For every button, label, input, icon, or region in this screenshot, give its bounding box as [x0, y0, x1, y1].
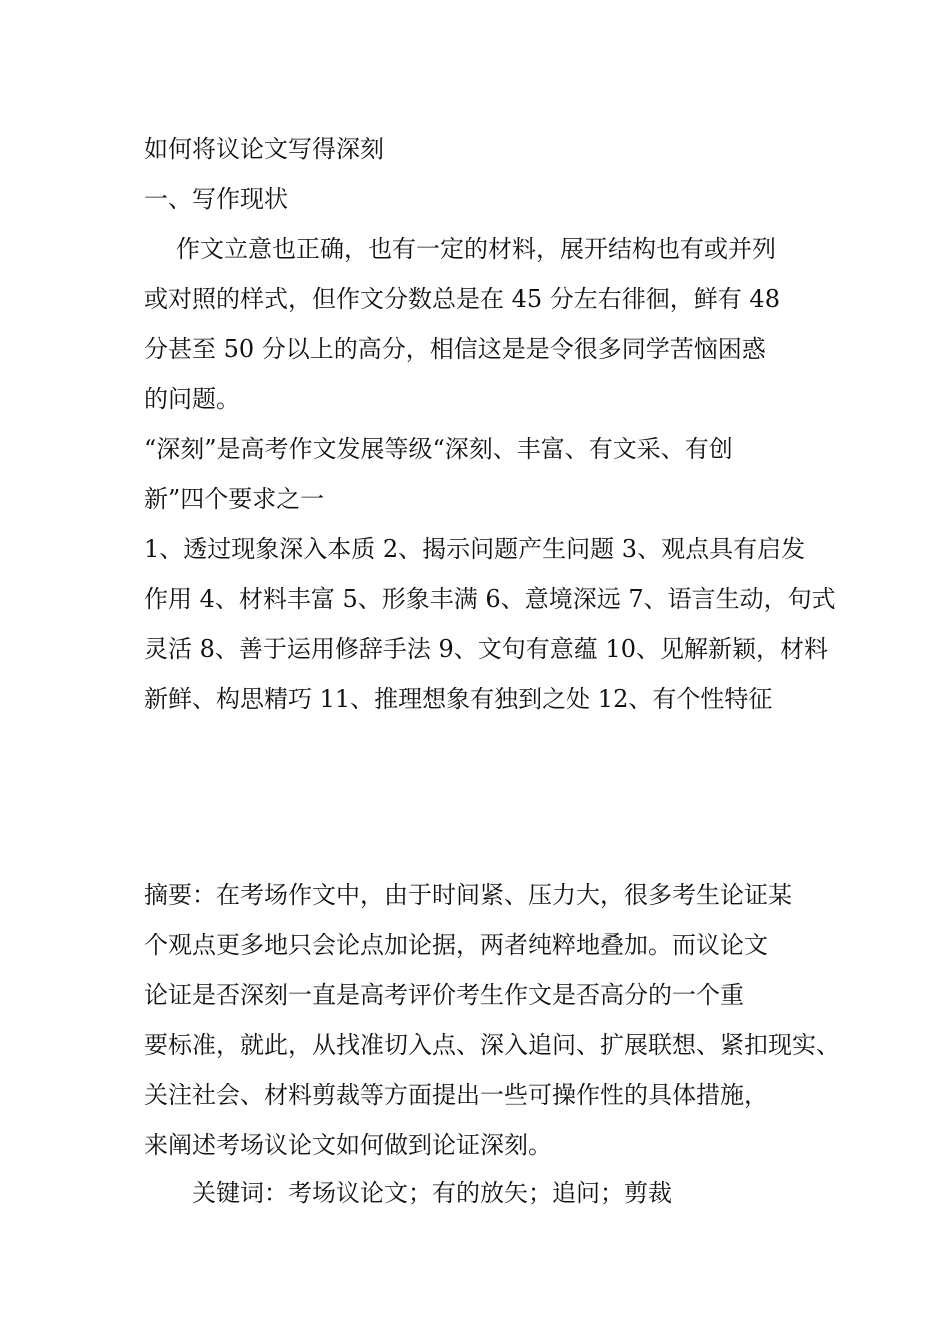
abstract-line: 摘要：在考场作文中，由于时间紧、压力大，很多考生论证某 [144, 881, 792, 909]
paragraph-line: 分甚至 50 分以上的高分，相信这是是令很多同学苦恼困惑 [144, 335, 766, 363]
paragraph-line: 的问题。 [144, 385, 240, 413]
title-text: 如何将议论文写得深刻 [144, 135, 384, 163]
paragraph-line: “深刻”是高考作文发展等级“深刻、丰富、有文采、有创 [144, 435, 733, 463]
paragraph-line: 1、透过现象深入本质 2、揭示问题产生问题 3、观点具有启发 [144, 535, 806, 563]
keywords-text: 关键词：考场议论文；有的放矢；追问；剪裁 [192, 1179, 672, 1207]
paragraph-line: 作用 4、材料丰富 5、形象丰满 6、意境深远 7、语言生动，句式 [144, 585, 836, 613]
section-heading [144, 174, 824, 224]
document-title [144, 124, 824, 174]
paragraph-line: 灵活 8、善于运用修辞手法 9、文句有意蕴 10、见解新颖，材料 [144, 635, 828, 663]
abstract-line: 要标准，就此，从找准切入点、深入追问、扩展联想、紧扣现实、 [144, 1031, 840, 1059]
paragraph-status [144, 224, 824, 424]
paragraph-line: 新”四个要求之一 [144, 485, 325, 513]
paragraph-line: 或对照的样式，但作文分数总是在 45 分左右徘徊，鲜有 48 [144, 285, 780, 313]
keywords [144, 1168, 824, 1218]
abstract-line: 关注社会、材料剪裁等方面提出一些可操作性的具体措施， [144, 1081, 768, 1109]
section-heading-text: 一、写作现状 [144, 185, 288, 213]
abstract-line: 来阐述考场议论文如何做到论证深刻。 [144, 1131, 552, 1159]
paragraph-line: 作文立意也正确，也有一定的材料，展开结构也有或并列 [176, 235, 776, 263]
abstract [144, 870, 840, 1170]
paragraph-list [144, 524, 836, 724]
paragraph-line: 新鲜、构思精巧 11、推理想象有独到之处 12、有个性特征 [144, 685, 773, 713]
paragraph-requirements [144, 424, 824, 524]
abstract-line: 个观点更多地只会论点加论据，两者纯粹地叠加。而议论文 [144, 931, 768, 959]
abstract-line: 论证是否深刻一直是高考评价考生作文是否高分的一个重 [144, 981, 744, 1009]
